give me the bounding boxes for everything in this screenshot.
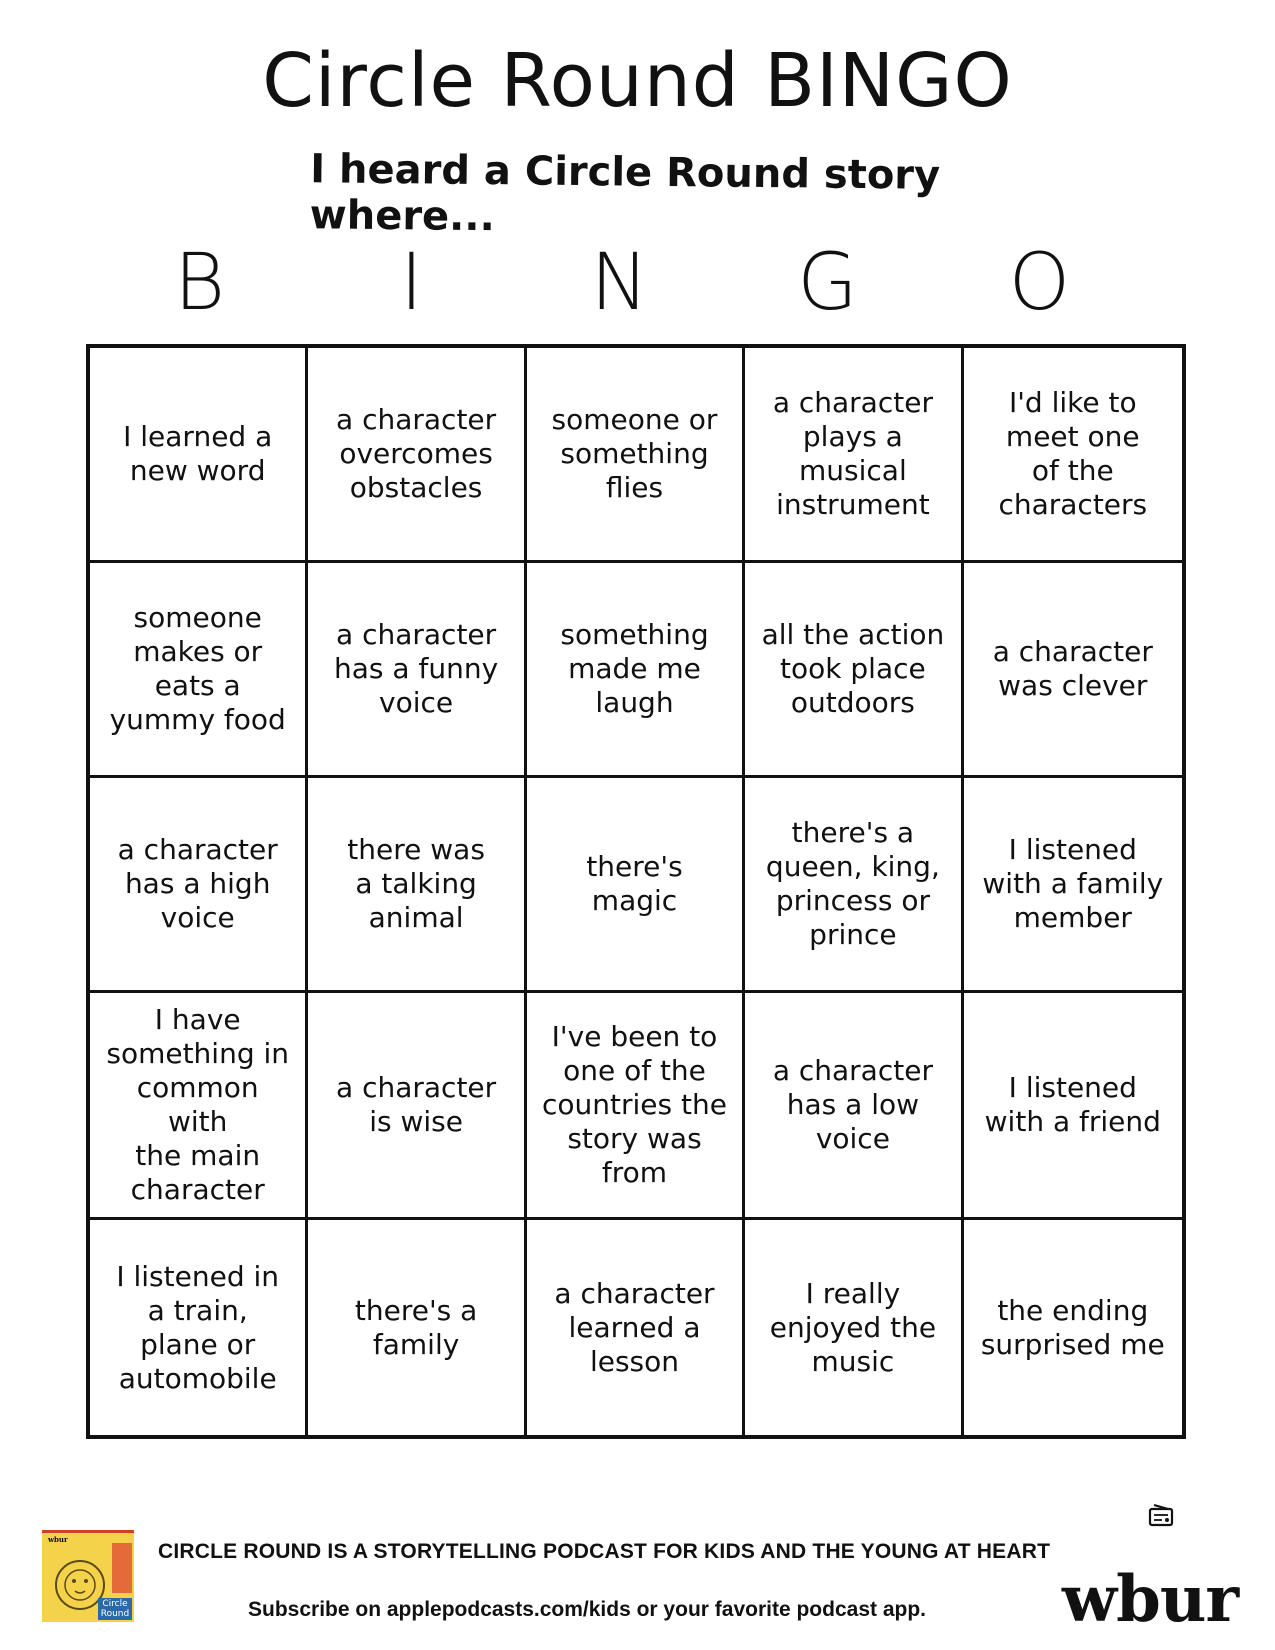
bingo-letter-n: N xyxy=(590,238,649,328)
bingo-cell-g2[interactable]: all the action took place outdoors xyxy=(745,563,963,778)
bingo-cell-b4[interactable]: I have something in common with the main character xyxy=(90,993,308,1220)
bingo-cell-n4[interactable]: I've been to one of the countries the story was from xyxy=(527,993,745,1220)
bingo-cell-n2[interactable]: something made me laugh xyxy=(527,563,745,778)
bingo-letter-b: B xyxy=(173,238,226,328)
bingo-grid xyxy=(86,344,1186,1439)
bingo-cell-g3[interactable]: there's a queen, king, princess or prince xyxy=(745,778,963,993)
wbur-logo[interactable]: wbur xyxy=(1062,1562,1239,1637)
bingo-cell-b5[interactable]: I listened in a train, plane or automobile xyxy=(90,1220,308,1435)
bingo-cell-o4[interactable]: I listened with a friend xyxy=(964,993,1182,1220)
bingo-cell-n1[interactable]: someone or something flies xyxy=(527,348,745,563)
bingo-cell-o3[interactable]: I listened with a family member xyxy=(964,778,1182,993)
bingo-cell-g1[interactable]: a character plays a musical instrument xyxy=(745,348,963,563)
bingo-cell-b3[interactable]: a character has a high voice xyxy=(90,778,308,993)
bingo-cell-b2[interactable]: someone makes or eats a yummy food xyxy=(90,563,308,778)
bingo-cell-g4[interactable]: a character has a low voice xyxy=(745,993,963,1220)
footer-subscribe-text: Subscribe on applepodcasts.com/kids or your favorite podcast app. xyxy=(248,1598,926,1621)
bingo-cell-b1[interactable]: I learned a new word xyxy=(90,348,308,563)
podcast-logo-label: Circle Round xyxy=(98,1598,132,1620)
podcast-logo-wbur-text: wbur xyxy=(48,1535,68,1544)
footer-tagline: CIRCLE ROUND IS A STORYTELLING PODCAST FOR KIDS AND THE YOUNG AT HEART xyxy=(158,1540,1051,1563)
bingo-cell-o1[interactable]: I'd like to meet one of the characters xyxy=(964,348,1182,563)
bingo-cell-n5[interactable]: a character learned a lesson xyxy=(527,1220,745,1435)
bingo-cell-i5[interactable]: there's a family xyxy=(308,1220,526,1435)
bingo-cell-o2[interactable]: a character was clever xyxy=(964,563,1182,778)
bingo-cell-i4[interactable]: a character is wise xyxy=(308,993,526,1220)
bingo-cell-i1[interactable]: a character overcomes obstacles xyxy=(308,348,526,563)
page-title: Circle Round BINGO xyxy=(262,38,1013,124)
bingo-cell-g5[interactable]: I really enjoyed the music xyxy=(745,1220,963,1435)
bingo-cell-o5[interactable]: the ending surprised me xyxy=(980,1293,1165,1361)
page-subtitle: I heard a Circle Round story where... xyxy=(309,146,941,241)
radio-icon xyxy=(1148,1503,1174,1527)
bingo-letter-g: G xyxy=(797,238,858,328)
bingo-letter-o: O xyxy=(1008,238,1071,328)
bingo-cell-i2[interactable]: a character has a funny voice xyxy=(308,563,526,778)
bingo-letter-i: I xyxy=(399,238,423,328)
bingo-cell-i3[interactable]: there was a talking animal xyxy=(308,778,526,993)
bingo-letters xyxy=(90,238,1185,328)
bingo-cell-n3[interactable]: there's magic xyxy=(527,778,745,993)
circle-round-podcast-logo xyxy=(42,1530,134,1622)
